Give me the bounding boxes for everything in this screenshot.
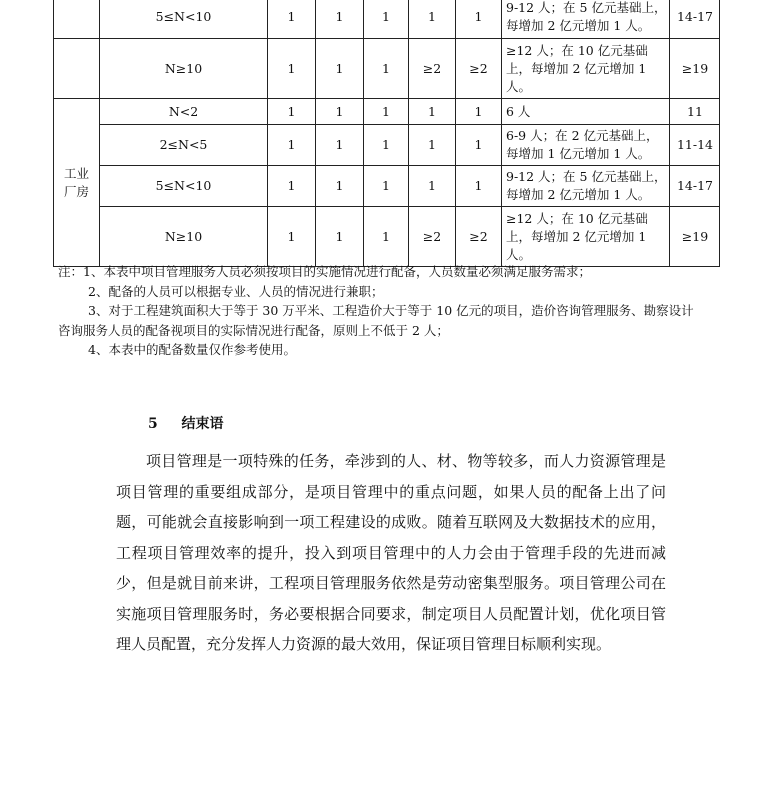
count-cell: 1 bbox=[316, 207, 364, 267]
note-cell: 6 人 bbox=[502, 99, 670, 125]
table-row bbox=[54, 207, 720, 267]
note-cell: ≥12 人；在 10 亿元基础 上，每增加 2 亿元增加 1 人。 bbox=[502, 39, 670, 99]
total-cell: 14-17 bbox=[670, 0, 720, 39]
table-row bbox=[54, 166, 720, 207]
note-4: 4、本表中的配备数量仅作参考使用。 bbox=[88, 342, 296, 357]
total-cell: 11-14 bbox=[670, 125, 720, 166]
table-row bbox=[54, 0, 720, 39]
section-heading bbox=[148, 413, 224, 433]
table-row bbox=[54, 125, 720, 166]
count-cell: 1 bbox=[316, 39, 364, 99]
count-cell: ≥2 bbox=[409, 207, 456, 267]
note-1: 注：1、本表中项目管理服务人员必须按项目的实施情况进行配备，人员数量必须满足服务需求； bbox=[58, 264, 591, 279]
range-cell: N≥10 bbox=[100, 39, 268, 99]
count-cell: 1 bbox=[268, 166, 316, 207]
total-cell: 14-17 bbox=[670, 166, 720, 207]
note-cell: 9-12 人；在 5 亿元基础上， 每增加 2 亿元增加 1 人。 bbox=[502, 0, 670, 39]
table-row bbox=[54, 39, 720, 99]
conclusion-paragraph: 项目管理是一项特殊的任务，牵涉到的人、材、物等较多，而人力资源管理是项目管理的重要组成部分，是项目管理中的重点问题，如果人员的配备上出了问题，可能就会直接影响到一项工程建设的成败。随着互联网及大数据技术的应用，工程项目管理效率的提升，投入到项目管理中的人力会由于管理手段的先进而减少，但是就目前来讲，工程项目管理服务依然是劳动密集型服务。项目管理公司在实施项目管理服务时，务必要根据合同要求，制定项目人员配置计划，优化项目管理人员配置，充分发挥人力资源的最大效用，保证项目管理目标顺利实现。 bbox=[116, 452, 666, 653]
count-cell: 1 bbox=[364, 0, 409, 39]
section-title: 结束语 bbox=[181, 416, 224, 432]
count-cell: ≥2 bbox=[456, 39, 502, 99]
count-cell: 1 bbox=[456, 99, 502, 125]
note-cell: ≥12 人；在 10 亿元基础 上，每增加 2 亿元增加 1 人。 bbox=[502, 207, 670, 267]
total-cell: ≥19 bbox=[670, 39, 720, 99]
count-cell: 1 bbox=[364, 99, 409, 125]
count-cell: 1 bbox=[268, 207, 316, 267]
count-cell: 1 bbox=[409, 166, 456, 207]
range-cell: 2≤N<5 bbox=[100, 125, 268, 166]
count-cell: 1 bbox=[316, 0, 364, 39]
range-cell: 5≤N<10 bbox=[100, 0, 268, 39]
count-cell: 1 bbox=[268, 99, 316, 125]
count-cell: 1 bbox=[364, 39, 409, 99]
count-cell: ≥2 bbox=[456, 207, 502, 267]
count-cell: 1 bbox=[268, 39, 316, 99]
count-cell: 1 bbox=[409, 125, 456, 166]
count-cell: ≥2 bbox=[409, 39, 456, 99]
count-cell: 1 bbox=[316, 99, 364, 125]
range-cell: N≥10 bbox=[100, 207, 268, 267]
section-number: 5 bbox=[148, 416, 158, 432]
count-cell: 1 bbox=[316, 166, 364, 207]
count-cell: 1 bbox=[456, 166, 502, 207]
group-cell-prev bbox=[54, 0, 100, 39]
count-cell: 1 bbox=[364, 166, 409, 207]
range-cell: 5≤N<10 bbox=[100, 166, 268, 207]
staffing-table bbox=[53, 0, 720, 267]
count-cell: 1 bbox=[316, 125, 364, 166]
group-label-cell: 工业 厂房 bbox=[54, 99, 100, 267]
group-cell-prev bbox=[54, 39, 100, 99]
count-cell: 1 bbox=[409, 0, 456, 39]
count-cell: 1 bbox=[456, 0, 502, 39]
range-cell: N<2 bbox=[100, 99, 268, 125]
table-notes bbox=[58, 262, 706, 360]
count-cell: 1 bbox=[364, 207, 409, 267]
note-cell: 6-9 人；在 2 亿元基础上， 每增加 1 亿元增加 1 人。 bbox=[502, 125, 670, 166]
count-cell: 1 bbox=[268, 125, 316, 166]
count-cell: 1 bbox=[364, 125, 409, 166]
total-cell: ≥19 bbox=[670, 207, 720, 267]
count-cell: 1 bbox=[456, 125, 502, 166]
note-2: 2、配备的人员可以根据专业、人员的情况进行兼职； bbox=[88, 283, 384, 299]
total-cell: 11 bbox=[670, 99, 720, 125]
count-cell: 1 bbox=[409, 99, 456, 125]
count-cell: 1 bbox=[268, 0, 316, 39]
note-cell: 9-12 人；在 5 亿元基础上， 每增加 2 亿元增加 1 人。 bbox=[502, 166, 670, 207]
note-3: 3、对于工程建筑面积大于等于 30 万平米、工程造价大于等于 10 亿元的项目，造价咨询管理服务、勘察设计咨询服务人员的配备视项目的实际情况进行配备，原则上不低于 2 人； bbox=[58, 303, 694, 338]
table-row bbox=[54, 99, 720, 125]
